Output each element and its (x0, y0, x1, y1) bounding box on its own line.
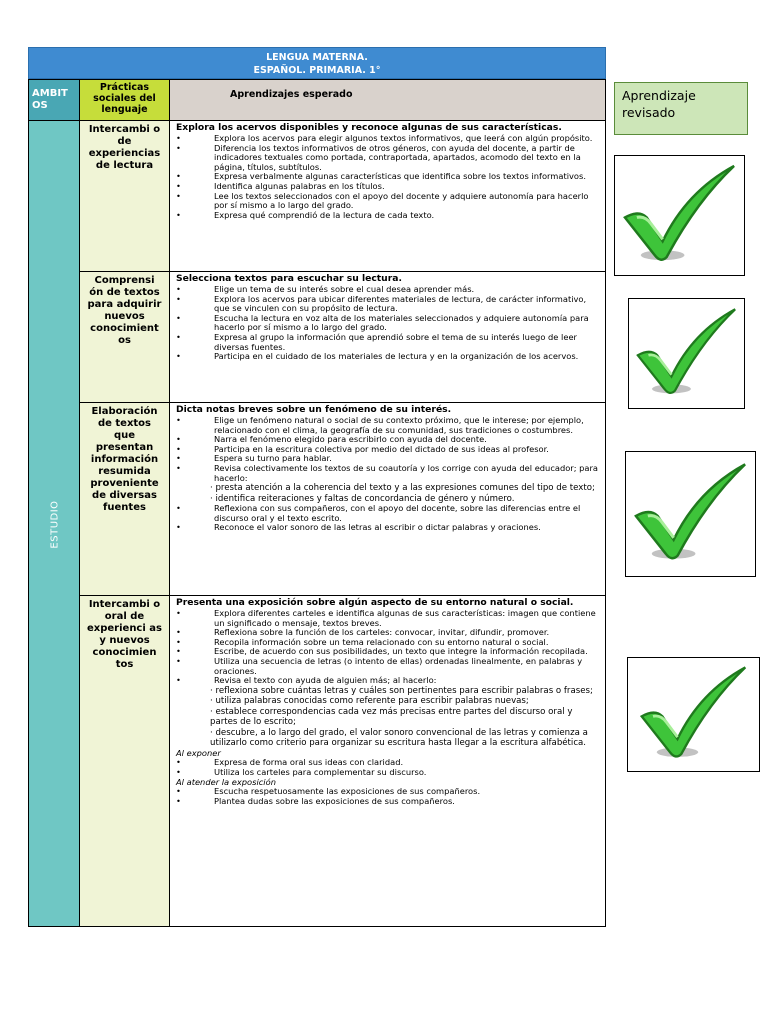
learning-statement: Selecciona textos para escuchar su lectura. (176, 273, 402, 284)
sub-item: · reflexiona sobre cuántas letras y cuáles son pertinentes para escribir palabras o frases; (210, 685, 593, 696)
practice-cell-2: Comprensi ón de textos para adquirir nuevos conocimient os (80, 272, 170, 403)
list-item: • Lee los textos seleccionados con el apoyo del docente y adquiere autonomía para hacerlo por sí mismo a lo largo del grado. (176, 192, 601, 211)
learning-cell-3 (170, 403, 606, 596)
revised-label-box: Aprendizaje revisado (614, 82, 748, 135)
header-ambitos: AMBIT OS (28, 79, 80, 121)
list-item: • Explora los acervos para ubicar diferentes materiales de lectura, de carácter informativo, que se vinculen con su propósito de lectura. (176, 295, 601, 314)
list-item: • Utiliza una secuencia de letras (o intento de ellas) ordenadas linealmente, en palabras y oraciones. (176, 657, 601, 676)
practice-cell-1: Intercambi o de experiencias de lectura (80, 121, 170, 272)
list-item: • Escucha la lectura en voz alta de los materiales seleccionados y adquiere autonomía para hacerlo por sí mismo a lo largo del grado. (176, 314, 601, 333)
learning-cell-1 (170, 121, 606, 272)
header-practicas: Prácticas sociales del lenguaje (80, 79, 170, 121)
list-item: • Revisa colectivamente los textos de su coautoría y los corrige con ayuda del educador; para hacerlo: (176, 464, 601, 483)
practice-cell-4: Intercambi o oral de experienci as y nuevos conocimien tos (80, 596, 170, 927)
practice-cell-3: Elaboración de textos que presentan información resumida proveniente de diversas fuentes (80, 403, 170, 596)
list-item: • Escribe, de acuerdo con sus posibilidades, un texto que integre la información recopilada. (176, 647, 601, 657)
title-line-1: LENGUA MATERNA. (266, 52, 368, 63)
list-item: • Reflexiona sobre la función de los carteles: convocar, invitar, difundir, promover. (176, 628, 601, 638)
list-item: • Expresa al grupo la información que aprendió sobre el tema de su interés luego de leer diversas fuentes. (176, 333, 601, 352)
list-item: • Identifica algunas palabras en los títulos. (176, 182, 601, 192)
check-mark-icon (627, 657, 760, 772)
subheading-exponer: Al exponer (176, 747, 221, 758)
list-item: • Participa en el cuidado de los materiales de lectura y en la organización de los acervos. (176, 352, 601, 362)
learning-cell-4 (170, 596, 606, 927)
sub-item: · establece correspondencias cada vez más precisas entre partes del discurso oral y partes de lo escrito; (210, 706, 573, 728)
list-item: • Espera su turno para hablar. (176, 454, 601, 464)
ambito-label: ESTUDIO (49, 499, 61, 549)
list-item: • Diferencia los textos informativos de otros géneros, con ayuda del docente, a partir de indicadores textuales como portada, contraportada, apartados, acomodo del texto en la página, títulos, subtítulos. (176, 144, 601, 173)
list-item: • Recopila información sobre un tema relacionado con su entorno natural o social. (176, 638, 601, 648)
title-line-2: ESPAÑOL. PRIMARIA. 1° (253, 65, 381, 76)
subheading-atender: Al atender la exposición (176, 776, 276, 787)
sub-item: · presta atención a la coherencia del texto y a las expresiones comunes del tipo de texto; (210, 483, 595, 494)
list-item: • Revisa el texto con ayuda de alguien más; al hacerlo: (176, 676, 601, 686)
learning-cell-2 (170, 272, 606, 403)
list-item: • Expresa de forma oral sus ideas con claridad. (176, 758, 601, 768)
list-item: • Reflexiona con sus compañeros, con el apoyo del docente, sobre las diferencias entre el discurso oral y el texto escrito. (176, 504, 601, 523)
list-item: • Explora los acervos para elegir algunos textos informativos, que leerá con algún propósito. (176, 134, 601, 144)
sub-item: · utiliza palabras conocidas como referente para escribir palabras nuevas; (210, 696, 529, 707)
learning-statement: Explora los acervos disponibles y reconoce algunas de sus características. (176, 122, 562, 133)
learning-statement: Presenta una exposición sobre algún aspecto de su entorno natural o social. (176, 597, 574, 608)
list-item: • Participa en la escritura colectiva por medio del dictado de sus ideas al profesor. (176, 445, 601, 455)
document-title (28, 47, 606, 79)
list-item: • Explora diferentes carteles e identifica algunas de sus características: imagen que contiene un significado o mensaje, textos breves. (176, 609, 601, 628)
list-item: • Narra el fenómeno elegido para escribirlo con ayuda del docente. (176, 435, 601, 445)
header-aprendizajes: Aprendizajes esperado (170, 79, 606, 121)
list-item: • Escucha respetuosamente las exposiciones de sus compañeros. (176, 787, 601, 797)
sub-item: · identifica reiteraciones y faltas de concordancia de género y número. (210, 493, 515, 504)
check-mark-icon (625, 451, 756, 577)
list-item: • Expresa qué comprendió de la lectura de cada texto. (176, 211, 601, 221)
list-item: • Expresa verbalmente algunas características que identifica sobre los textos informativos. (176, 172, 601, 182)
list-item: • Reconoce el valor sonoro de las letras al escribir o dictar palabras y oraciones. (176, 523, 601, 533)
ambito-column (28, 121, 80, 927)
sub-item: · descubre, a lo largo del grado, el valor sonoro convencional de las letras y comienza a utilizarlo como criterio para organizar su escritura hasta llegar a la escritura alfabética. (210, 727, 588, 749)
list-item: • Elige un tema de su interés sobre el cual desea aprender más. (176, 285, 601, 295)
check-mark-icon (628, 298, 745, 409)
list-item: • Plantea dudas sobre las exposiciones de sus compañeros. (176, 797, 601, 807)
list-item: • Utiliza los carteles para complementar su discurso. (176, 768, 601, 778)
check-mark-icon (614, 155, 745, 276)
learning-statement: Dicta notas breves sobre un fenómeno de su interés. (176, 404, 452, 415)
list-item: • Elige un fenómeno natural o social de su contexto próximo, que le interese; por ejemplo, relacionado con el clima, la geografía de su comunidad, sus tradiciones o costumbres. (176, 416, 601, 435)
